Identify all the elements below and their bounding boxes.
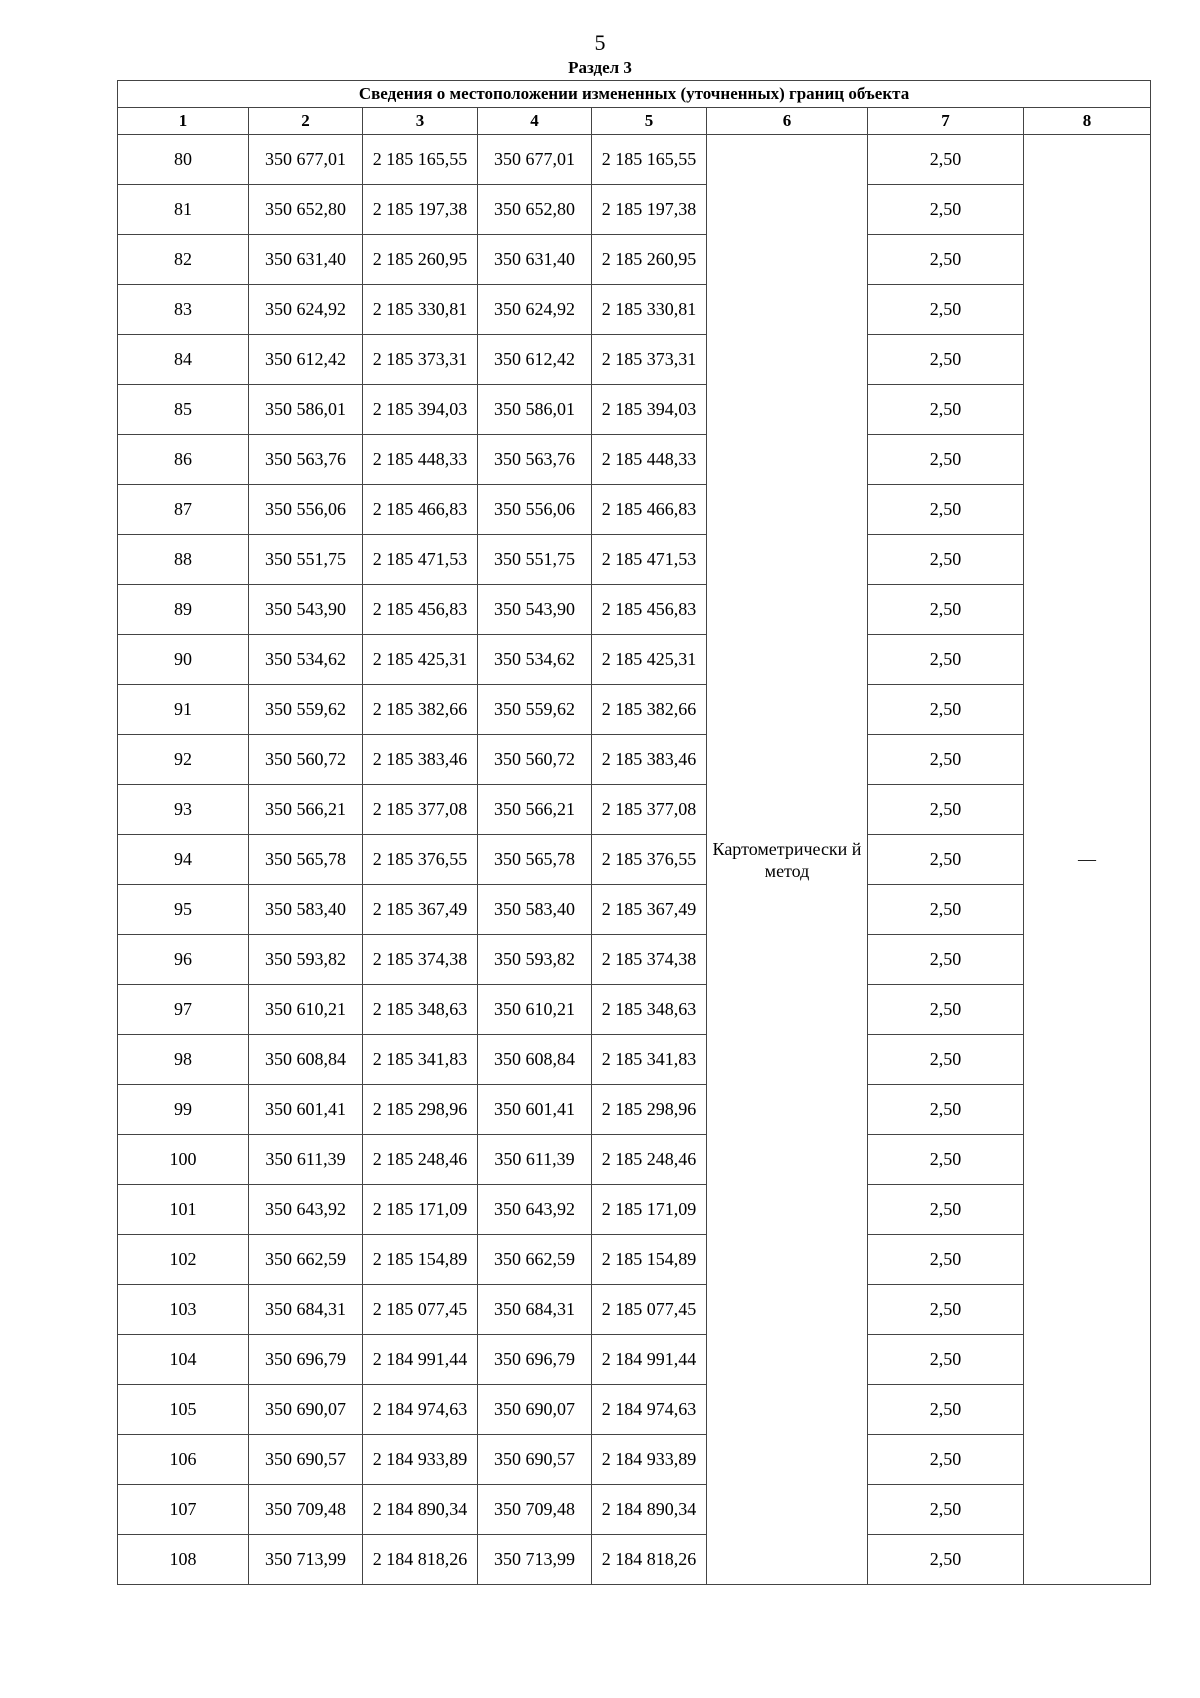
accuracy-cell: 2,50 <box>868 335 1024 385</box>
x-existing-cell: 350 543,90 <box>249 585 363 635</box>
y-existing-cell: 2 185 197,38 <box>363 185 478 235</box>
x-existing-cell: 350 690,57 <box>249 1435 363 1485</box>
table-row <box>118 735 1151 785</box>
accuracy-cell: 2,50 <box>868 585 1024 635</box>
y-existing-cell: 2 185 260,95 <box>363 235 478 285</box>
accuracy-cell: 2,50 <box>868 285 1024 335</box>
page-number: 5 <box>594 30 606 55</box>
accuracy-cell: 2,50 <box>868 635 1024 685</box>
description-cell: — <box>1024 135 1151 1585</box>
x-new-cell: 350 624,92 <box>478 285 592 335</box>
table-row <box>118 1335 1151 1385</box>
y-new-cell: 2 184 974,63 <box>592 1385 707 1435</box>
x-new-cell: 350 684,31 <box>478 1285 592 1335</box>
table-row <box>118 1185 1151 1235</box>
x-new-cell: 350 586,01 <box>478 385 592 435</box>
y-new-cell: 2 184 818,26 <box>592 1535 707 1585</box>
x-existing-cell: 350 559,62 <box>249 685 363 735</box>
y-existing-cell: 2 185 382,66 <box>363 685 478 735</box>
x-new-cell: 350 610,21 <box>478 985 592 1035</box>
y-new-cell: 2 185 171,09 <box>592 1185 707 1235</box>
table-row <box>118 985 1151 1035</box>
table-row <box>118 535 1151 585</box>
x-new-cell: 350 677,01 <box>478 135 592 185</box>
x-existing-cell: 350 696,79 <box>249 1335 363 1385</box>
x-new-cell: 350 559,62 <box>478 685 592 735</box>
accuracy-cell: 2,50 <box>868 1335 1024 1385</box>
y-new-cell: 2 185 298,96 <box>592 1085 707 1135</box>
y-existing-cell: 2 185 466,83 <box>363 485 478 535</box>
y-new-cell: 2 185 165,55 <box>592 135 707 185</box>
point-number-cell: 102 <box>118 1235 249 1285</box>
x-existing-cell: 350 560,72 <box>249 735 363 785</box>
table-row <box>118 635 1151 685</box>
accuracy-cell: 2,50 <box>868 1035 1024 1085</box>
table-row <box>118 1085 1151 1135</box>
column-number-row <box>118 108 1151 135</box>
y-new-cell: 2 184 991,44 <box>592 1335 707 1385</box>
y-existing-cell: 2 185 383,46 <box>363 735 478 785</box>
x-existing-cell: 350 563,76 <box>249 435 363 485</box>
point-number-cell: 107 <box>118 1485 249 1535</box>
y-new-cell: 2 185 374,38 <box>592 935 707 985</box>
x-new-cell: 350 652,80 <box>478 185 592 235</box>
y-new-cell: 2 185 348,63 <box>592 985 707 1035</box>
point-number-cell: 106 <box>118 1435 249 1485</box>
section-title: Раздел 3 <box>568 58 632 77</box>
y-existing-cell: 2 184 818,26 <box>363 1535 478 1585</box>
point-number-cell: 96 <box>118 935 249 985</box>
x-new-cell: 350 690,07 <box>478 1385 592 1435</box>
x-existing-cell: 350 643,92 <box>249 1185 363 1235</box>
y-existing-cell: 2 185 448,33 <box>363 435 478 485</box>
point-number-cell: 99 <box>118 1085 249 1135</box>
x-existing-cell: 350 631,40 <box>249 235 363 285</box>
x-new-cell: 350 696,79 <box>478 1335 592 1385</box>
accuracy-cell: 2,50 <box>868 735 1024 785</box>
column-number-1: 1 <box>118 108 249 135</box>
accuracy-cell: 2,50 <box>868 1285 1024 1335</box>
y-new-cell: 2 185 367,49 <box>592 885 707 935</box>
accuracy-cell: 2,50 <box>868 1435 1024 1485</box>
x-new-cell: 350 690,57 <box>478 1435 592 1485</box>
accuracy-cell: 2,50 <box>868 485 1024 535</box>
x-existing-cell: 350 610,21 <box>249 985 363 1035</box>
x-new-cell: 350 534,62 <box>478 635 592 685</box>
column-number-3: 3 <box>363 108 478 135</box>
x-existing-cell: 350 652,80 <box>249 185 363 235</box>
y-existing-cell: 2 184 933,89 <box>363 1435 478 1485</box>
point-number-cell: 81 <box>118 185 249 235</box>
table-title: Сведения о местоположении измененных (уточненных) границ объекта <box>118 81 1151 108</box>
x-existing-cell: 350 534,62 <box>249 635 363 685</box>
column-number-6: 6 <box>707 108 868 135</box>
y-existing-cell: 2 185 248,46 <box>363 1135 478 1185</box>
point-number-cell: 105 <box>118 1385 249 1435</box>
table-row <box>118 1535 1151 1585</box>
point-number-cell: 94 <box>118 835 249 885</box>
point-number-cell: 84 <box>118 335 249 385</box>
point-number-cell: 83 <box>118 285 249 335</box>
table-row <box>118 685 1151 735</box>
point-number-cell: 98 <box>118 1035 249 1085</box>
accuracy-cell: 2,50 <box>868 235 1024 285</box>
point-number-cell: 90 <box>118 635 249 685</box>
point-number-cell: 87 <box>118 485 249 535</box>
y-new-cell: 2 184 933,89 <box>592 1435 707 1485</box>
table-body <box>118 135 1151 1585</box>
y-existing-cell: 2 185 154,89 <box>363 1235 478 1285</box>
y-new-cell: 2 185 377,08 <box>592 785 707 835</box>
accuracy-cell: 2,50 <box>868 1085 1024 1135</box>
point-number-cell: 97 <box>118 985 249 1035</box>
y-new-cell: 2 185 456,83 <box>592 585 707 635</box>
point-number-cell: 92 <box>118 735 249 785</box>
accuracy-cell: 2,50 <box>868 435 1024 485</box>
table-row <box>118 285 1151 335</box>
table-row <box>118 185 1151 235</box>
point-number-cell: 80 <box>118 135 249 185</box>
y-existing-cell: 2 185 471,53 <box>363 535 478 585</box>
x-new-cell: 350 611,39 <box>478 1135 592 1185</box>
x-existing-cell: 350 608,84 <box>249 1035 363 1085</box>
y-existing-cell: 2 185 374,38 <box>363 935 478 985</box>
column-number-5: 5 <box>592 108 707 135</box>
y-new-cell: 2 185 425,31 <box>592 635 707 685</box>
table-row <box>118 785 1151 835</box>
x-new-cell: 350 565,78 <box>478 835 592 885</box>
accuracy-cell: 2,50 <box>868 1235 1024 1285</box>
y-new-cell: 2 185 448,33 <box>592 435 707 485</box>
table-row <box>118 885 1151 935</box>
y-existing-cell: 2 185 377,08 <box>363 785 478 835</box>
accuracy-cell: 2,50 <box>868 1135 1024 1185</box>
y-new-cell: 2 185 471,53 <box>592 535 707 585</box>
table-row <box>118 1035 1151 1085</box>
y-new-cell: 2 185 383,46 <box>592 735 707 785</box>
accuracy-cell: 2,50 <box>868 985 1024 1035</box>
x-new-cell: 350 556,06 <box>478 485 592 535</box>
table-row <box>118 1385 1151 1435</box>
point-number-cell: 85 <box>118 385 249 435</box>
point-number-cell: 82 <box>118 235 249 285</box>
column-number-4: 4 <box>478 108 592 135</box>
x-existing-cell: 350 601,41 <box>249 1085 363 1135</box>
table-row <box>118 385 1151 435</box>
x-new-cell: 350 643,92 <box>478 1185 592 1235</box>
x-existing-cell: 350 677,01 <box>249 135 363 185</box>
x-new-cell: 350 713,99 <box>478 1535 592 1585</box>
table-row <box>118 1285 1151 1335</box>
point-number-cell: 93 <box>118 785 249 835</box>
method-cell: Картометрически й метод <box>707 135 868 1585</box>
y-new-cell: 2 185 376,55 <box>592 835 707 885</box>
x-existing-cell: 350 593,82 <box>249 935 363 985</box>
x-new-cell: 350 593,82 <box>478 935 592 985</box>
x-existing-cell: 350 662,59 <box>249 1235 363 1285</box>
accuracy-cell: 2,50 <box>868 1185 1024 1235</box>
table-row <box>118 135 1151 185</box>
point-number-cell: 103 <box>118 1285 249 1335</box>
x-new-cell: 350 563,76 <box>478 435 592 485</box>
x-new-cell: 350 551,75 <box>478 535 592 585</box>
table-row <box>118 935 1151 985</box>
y-new-cell: 2 185 394,03 <box>592 385 707 435</box>
x-existing-cell: 350 612,42 <box>249 335 363 385</box>
x-existing-cell: 350 713,99 <box>249 1535 363 1585</box>
y-new-cell: 2 185 248,46 <box>592 1135 707 1185</box>
y-existing-cell: 2 185 171,09 <box>363 1185 478 1235</box>
y-existing-cell: 2 185 373,31 <box>363 335 478 385</box>
point-number-cell: 108 <box>118 1535 249 1585</box>
x-existing-cell: 350 551,75 <box>249 535 363 585</box>
y-new-cell: 2 185 154,89 <box>592 1235 707 1285</box>
accuracy-cell: 2,50 <box>868 685 1024 735</box>
table-row <box>118 835 1151 885</box>
point-number-cell: 101 <box>118 1185 249 1235</box>
accuracy-cell: 2,50 <box>868 835 1024 885</box>
column-number-8: 8 <box>1024 108 1151 135</box>
point-number-cell: 86 <box>118 435 249 485</box>
point-number-cell: 100 <box>118 1135 249 1185</box>
column-number-2: 2 <box>249 108 363 135</box>
table-row <box>118 485 1151 535</box>
y-new-cell: 2 185 373,31 <box>592 335 707 385</box>
x-existing-cell: 350 624,92 <box>249 285 363 335</box>
y-new-cell: 2 184 890,34 <box>592 1485 707 1535</box>
table-row <box>118 1235 1151 1285</box>
accuracy-cell: 2,50 <box>868 185 1024 235</box>
point-number-cell: 91 <box>118 685 249 735</box>
y-existing-cell: 2 185 298,96 <box>363 1085 478 1135</box>
table-row <box>118 1485 1151 1535</box>
y-existing-cell: 2 185 456,83 <box>363 585 478 635</box>
x-existing-cell: 350 684,31 <box>249 1285 363 1335</box>
accuracy-cell: 2,50 <box>868 935 1024 985</box>
y-existing-cell: 2 185 367,49 <box>363 885 478 935</box>
x-new-cell: 350 601,41 <box>478 1085 592 1135</box>
table-row <box>118 235 1151 285</box>
x-existing-cell: 350 565,78 <box>249 835 363 885</box>
y-new-cell: 2 185 382,66 <box>592 685 707 735</box>
x-existing-cell: 350 556,06 <box>249 485 363 535</box>
y-existing-cell: 2 184 890,34 <box>363 1485 478 1535</box>
x-new-cell: 350 560,72 <box>478 735 592 785</box>
y-new-cell: 2 185 197,38 <box>592 185 707 235</box>
x-existing-cell: 350 690,07 <box>249 1385 363 1435</box>
x-existing-cell: 350 583,40 <box>249 885 363 935</box>
y-new-cell: 2 185 330,81 <box>592 285 707 335</box>
accuracy-cell: 2,50 <box>868 535 1024 585</box>
y-existing-cell: 2 185 394,03 <box>363 385 478 435</box>
accuracy-cell: 2,50 <box>868 135 1024 185</box>
point-number-cell: 88 <box>118 535 249 585</box>
accuracy-cell: 2,50 <box>868 385 1024 435</box>
accuracy-cell: 2,50 <box>868 1385 1024 1435</box>
y-existing-cell: 2 185 077,45 <box>363 1285 478 1335</box>
y-new-cell: 2 185 466,83 <box>592 485 707 535</box>
x-new-cell: 350 631,40 <box>478 235 592 285</box>
y-existing-cell: 2 185 341,83 <box>363 1035 478 1085</box>
point-number-cell: 95 <box>118 885 249 935</box>
accuracy-cell: 2,50 <box>868 1535 1024 1585</box>
accuracy-cell: 2,50 <box>868 785 1024 835</box>
y-new-cell: 2 185 341,83 <box>592 1035 707 1085</box>
x-new-cell: 350 608,84 <box>478 1035 592 1085</box>
x-new-cell: 350 662,59 <box>478 1235 592 1285</box>
x-new-cell: 350 583,40 <box>478 885 592 935</box>
coordinates-table <box>117 80 1151 1585</box>
point-number-cell: 104 <box>118 1335 249 1385</box>
point-number-cell: 89 <box>118 585 249 635</box>
y-existing-cell: 2 185 165,55 <box>363 135 478 185</box>
x-existing-cell: 350 709,48 <box>249 1485 363 1535</box>
table-row <box>118 435 1151 485</box>
y-existing-cell: 2 185 330,81 <box>363 285 478 335</box>
table-row <box>118 1435 1151 1485</box>
x-existing-cell: 350 586,01 <box>249 385 363 435</box>
x-new-cell: 350 709,48 <box>478 1485 592 1535</box>
x-existing-cell: 350 611,39 <box>249 1135 363 1185</box>
table-row <box>118 335 1151 385</box>
y-existing-cell: 2 184 974,63 <box>363 1385 478 1435</box>
y-existing-cell: 2 185 348,63 <box>363 985 478 1035</box>
y-existing-cell: 2 185 376,55 <box>363 835 478 885</box>
y-new-cell: 2 185 260,95 <box>592 235 707 285</box>
y-new-cell: 2 185 077,45 <box>592 1285 707 1335</box>
x-new-cell: 350 566,21 <box>478 785 592 835</box>
accuracy-cell: 2,50 <box>868 1485 1024 1535</box>
accuracy-cell: 2,50 <box>868 885 1024 935</box>
column-number-7: 7 <box>868 108 1024 135</box>
y-existing-cell: 2 184 991,44 <box>363 1335 478 1385</box>
y-existing-cell: 2 185 425,31 <box>363 635 478 685</box>
x-existing-cell: 350 566,21 <box>249 785 363 835</box>
table-row <box>118 585 1151 635</box>
x-new-cell: 350 612,42 <box>478 335 592 385</box>
table-row <box>118 1135 1151 1185</box>
x-new-cell: 350 543,90 <box>478 585 592 635</box>
